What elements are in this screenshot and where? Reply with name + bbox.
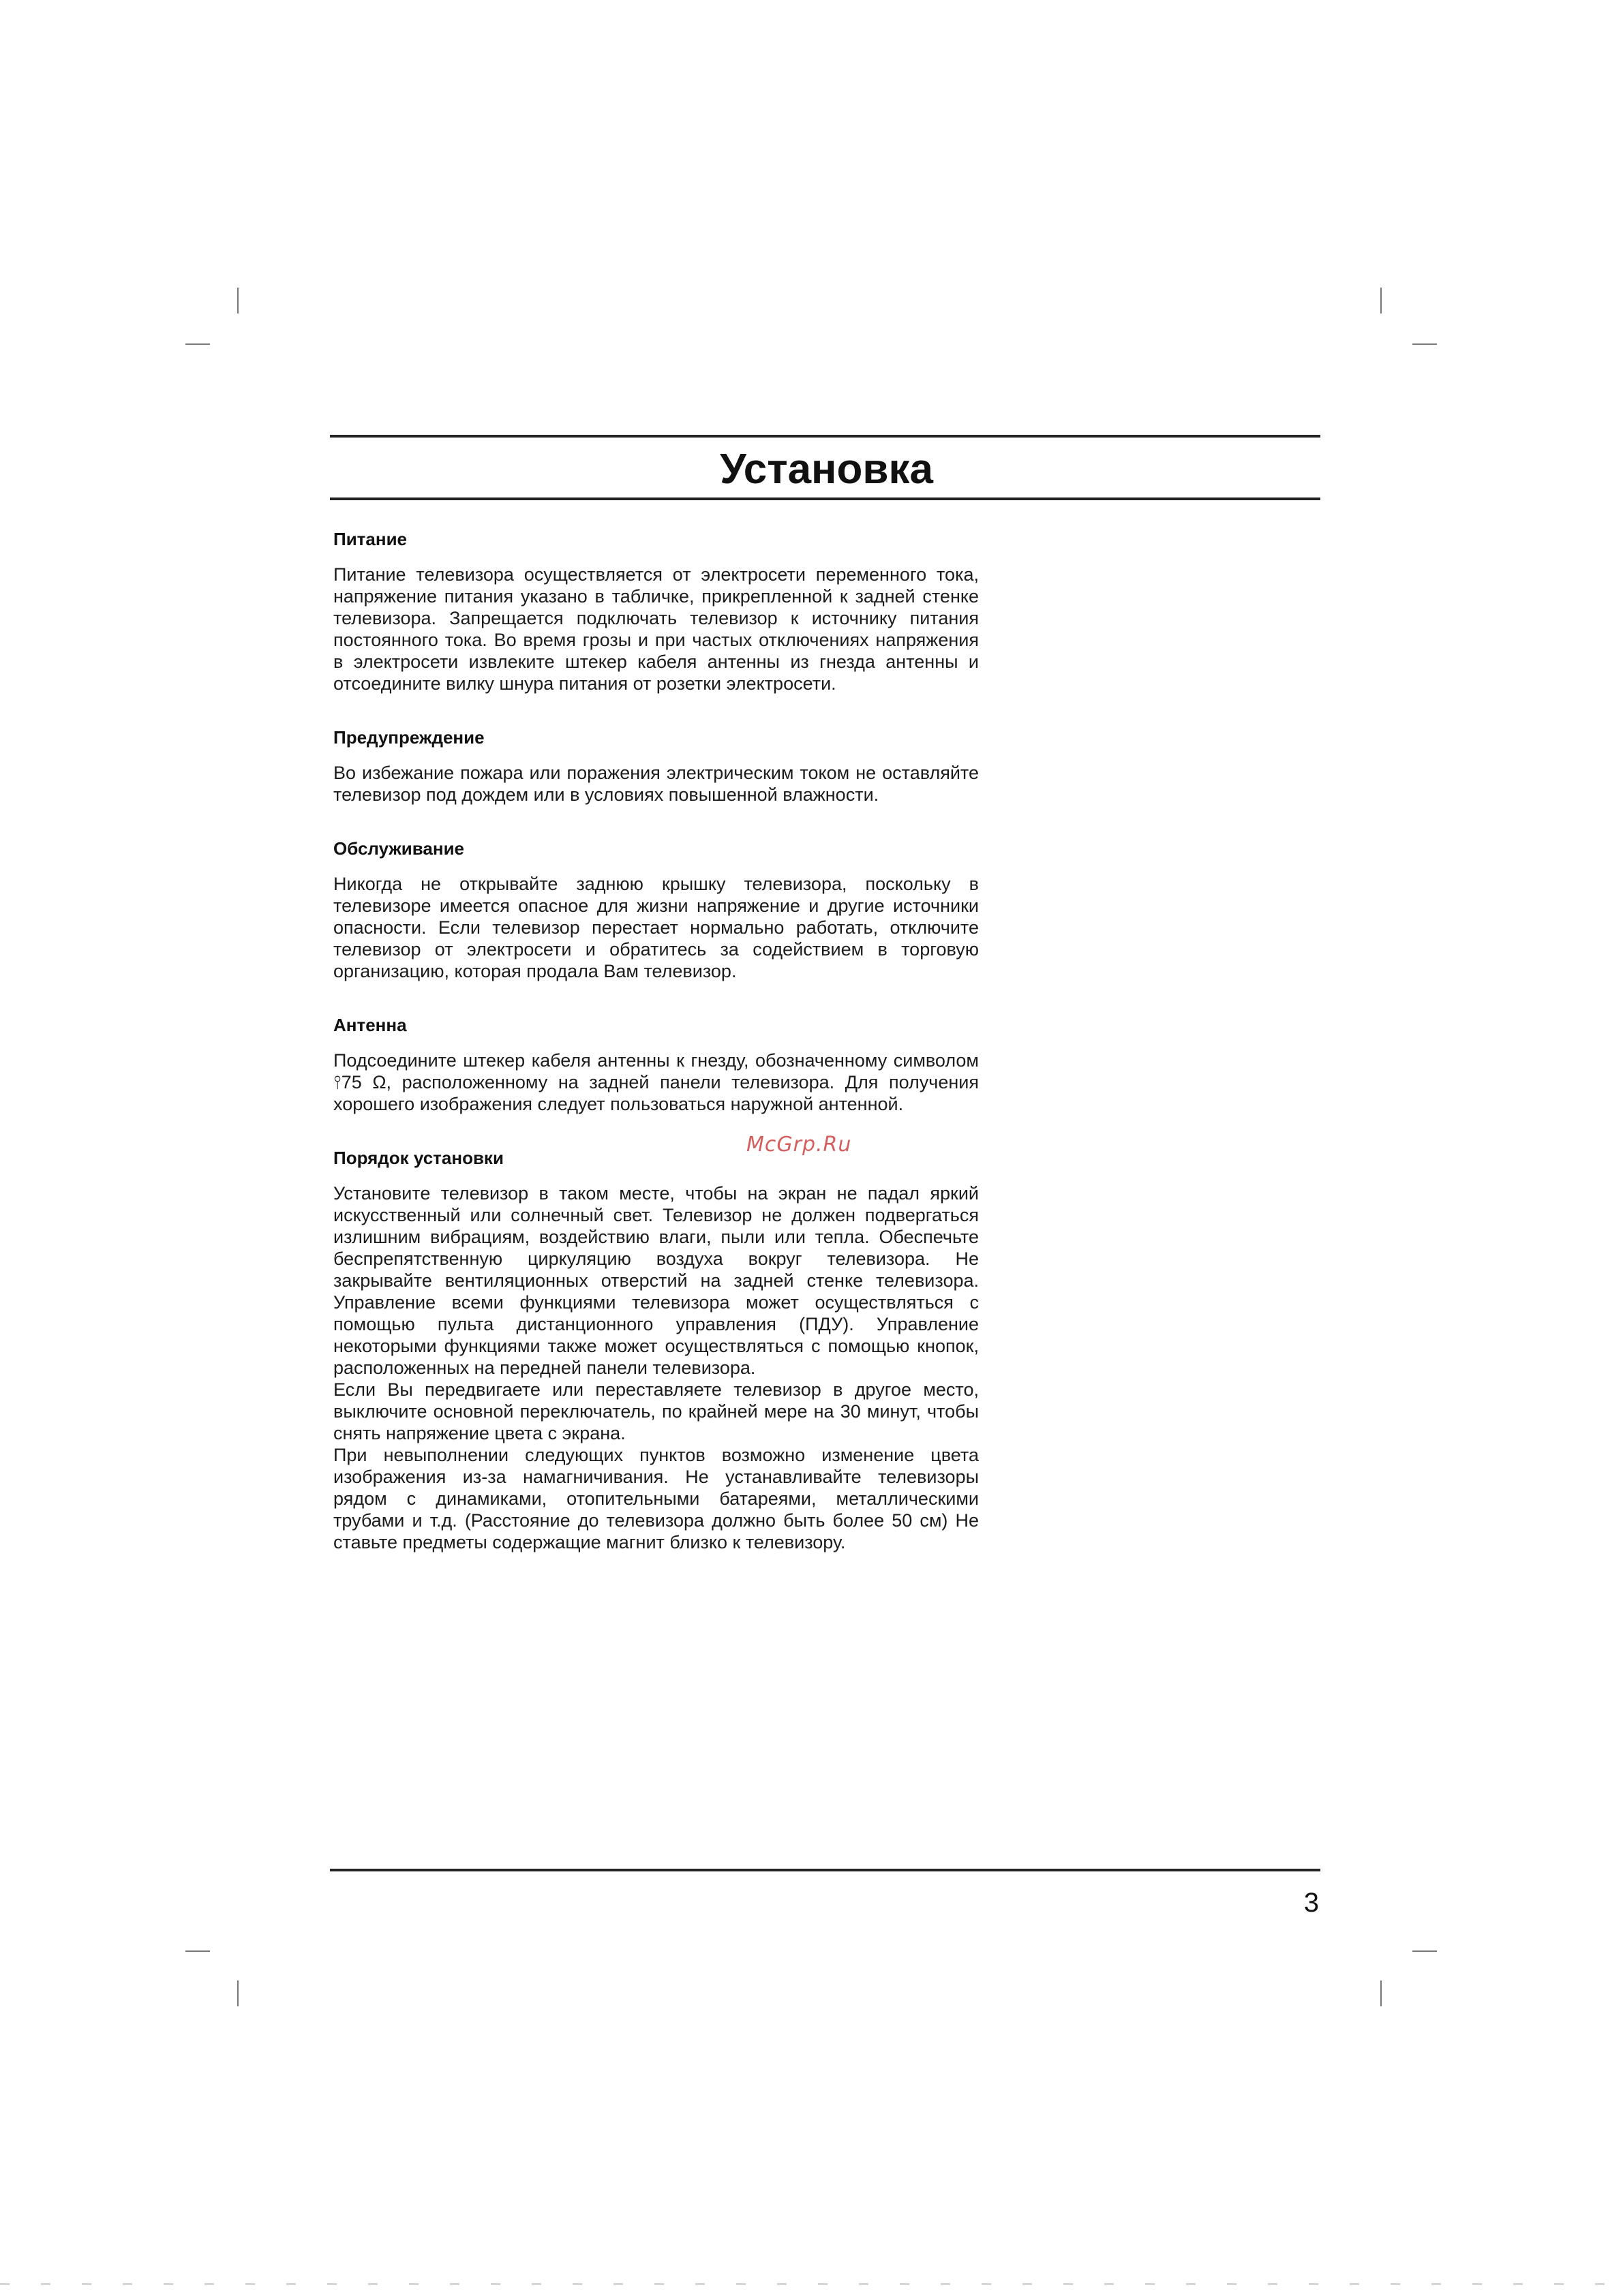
section-antenna [333, 1011, 979, 1115]
paragraph: Если Вы передвигаете или переставляете телевизор в другое место, выключите основной переключатель, по крайней мере на 30 минут, чтобы снять напряжение цвета с экрана. [333, 1379, 979, 1443]
crop-mark-top-right-horizontal [1412, 343, 1437, 345]
section-heading: Питание [333, 529, 408, 549]
section-heading: Предупреждение [333, 727, 485, 748]
section-warning [333, 724, 979, 806]
paragraph: Установите телевизор в таком месте, чтобы на экран не падал яркий искусственный или солнечный свет. Телевизор не должен подвергаться излишним вибрациям, воздействию влаги, пыли или тепла. Обеспечьте беспрепятственную циркуляцию воздуха вокруг телевизора. Не закрывайте вентиляционных отверстий на задней стенке телевизора. Управление всеми функциями телевизора может осуществляться с помощью пульта дистанционного управления (ПДУ). Управление некоторыми функциями также может осуществляться с помощью кнопок, расположенных на передней панели телевизора. [333, 1183, 979, 1378]
header-top-rule [330, 435, 1320, 438]
section-body [333, 751, 979, 806]
paragraph: При невыполнении следующих пунктов возможно изменение цвета изображения из-за намагничивания. Не устанавливайте телевизоры рядом с динамиками, отопительными батареями, металлическими трубами и т.д. (Расстояние до телевизора должно быть более 50 см) Не ставьте предметы содержащие магнит близко к телевизору. [333, 1445, 979, 1552]
page-number: 3 [1303, 1888, 1319, 1918]
crop-mark-top-left-vertical [237, 288, 239, 313]
watermark: McGrp.Ru [746, 1133, 852, 1157]
scan-edge-artifact [0, 2283, 1623, 2285]
paragraph: Подсоедините штекер кабеля антенны к гнезду, обозначенному символом ⫯75 Ω, расположенному на задней панели телевизора. Для получения хорошего изображения следует пользоваться наружной антенной. [333, 1050, 979, 1114]
header-bottom-rule [330, 498, 1320, 500]
crop-mark-top-right-vertical [1380, 288, 1382, 313]
crop-mark-top-left-horizontal [185, 343, 210, 345]
section-service [333, 835, 979, 982]
crop-mark-bottom-right-horizontal [1412, 1950, 1437, 1952]
section-power [333, 525, 979, 694]
paragraph: Никогда не открывайте заднюю крышку телевизора, поскольку в телевизоре имеется опасное для жизни напряжение и другие источники опасности. Если телевизор перестает нормально работать, отключите телевизор от электросети и обратитесь за содействием в торговую организацию, которая продала Вам телевизор. [333, 874, 979, 981]
paragraph: Питание телевизора осуществляется от электросети переменного тока, напряжение питания указано в табличке, прикрепленной к задней стенке телевизора. Запрещается подключать телевизор к источнику питания постоянного тока. Во время грозы и при частых отключениях напряжения в электросети извлеките штекер кабеля антенны из гнезда антенны и отсоедините вилку шнура питания от розетки электросети. [333, 564, 979, 694]
section-heading: Обслуживание [333, 838, 465, 859]
page-title: Установка [720, 446, 933, 493]
paragraph: Во избежание пожара или поражения электрическим током не оставляйте телевизор под дождем или в условиях повышенной влажности. [333, 763, 979, 805]
footer-rule [330, 1869, 1320, 1871]
crop-mark-bottom-right-vertical [1380, 1980, 1382, 2006]
section-body [333, 862, 979, 982]
section-heading: Антенна [333, 1015, 407, 1035]
section-body [333, 1172, 979, 1553]
main-content [333, 525, 979, 1582]
section-body [333, 553, 979, 694]
section-body [333, 1039, 979, 1115]
section-installation [333, 1144, 979, 1553]
crop-mark-bottom-left-vertical [237, 1980, 239, 2006]
crop-mark-bottom-left-horizontal [185, 1950, 210, 1952]
section-heading: Порядок установки [333, 1148, 504, 1168]
